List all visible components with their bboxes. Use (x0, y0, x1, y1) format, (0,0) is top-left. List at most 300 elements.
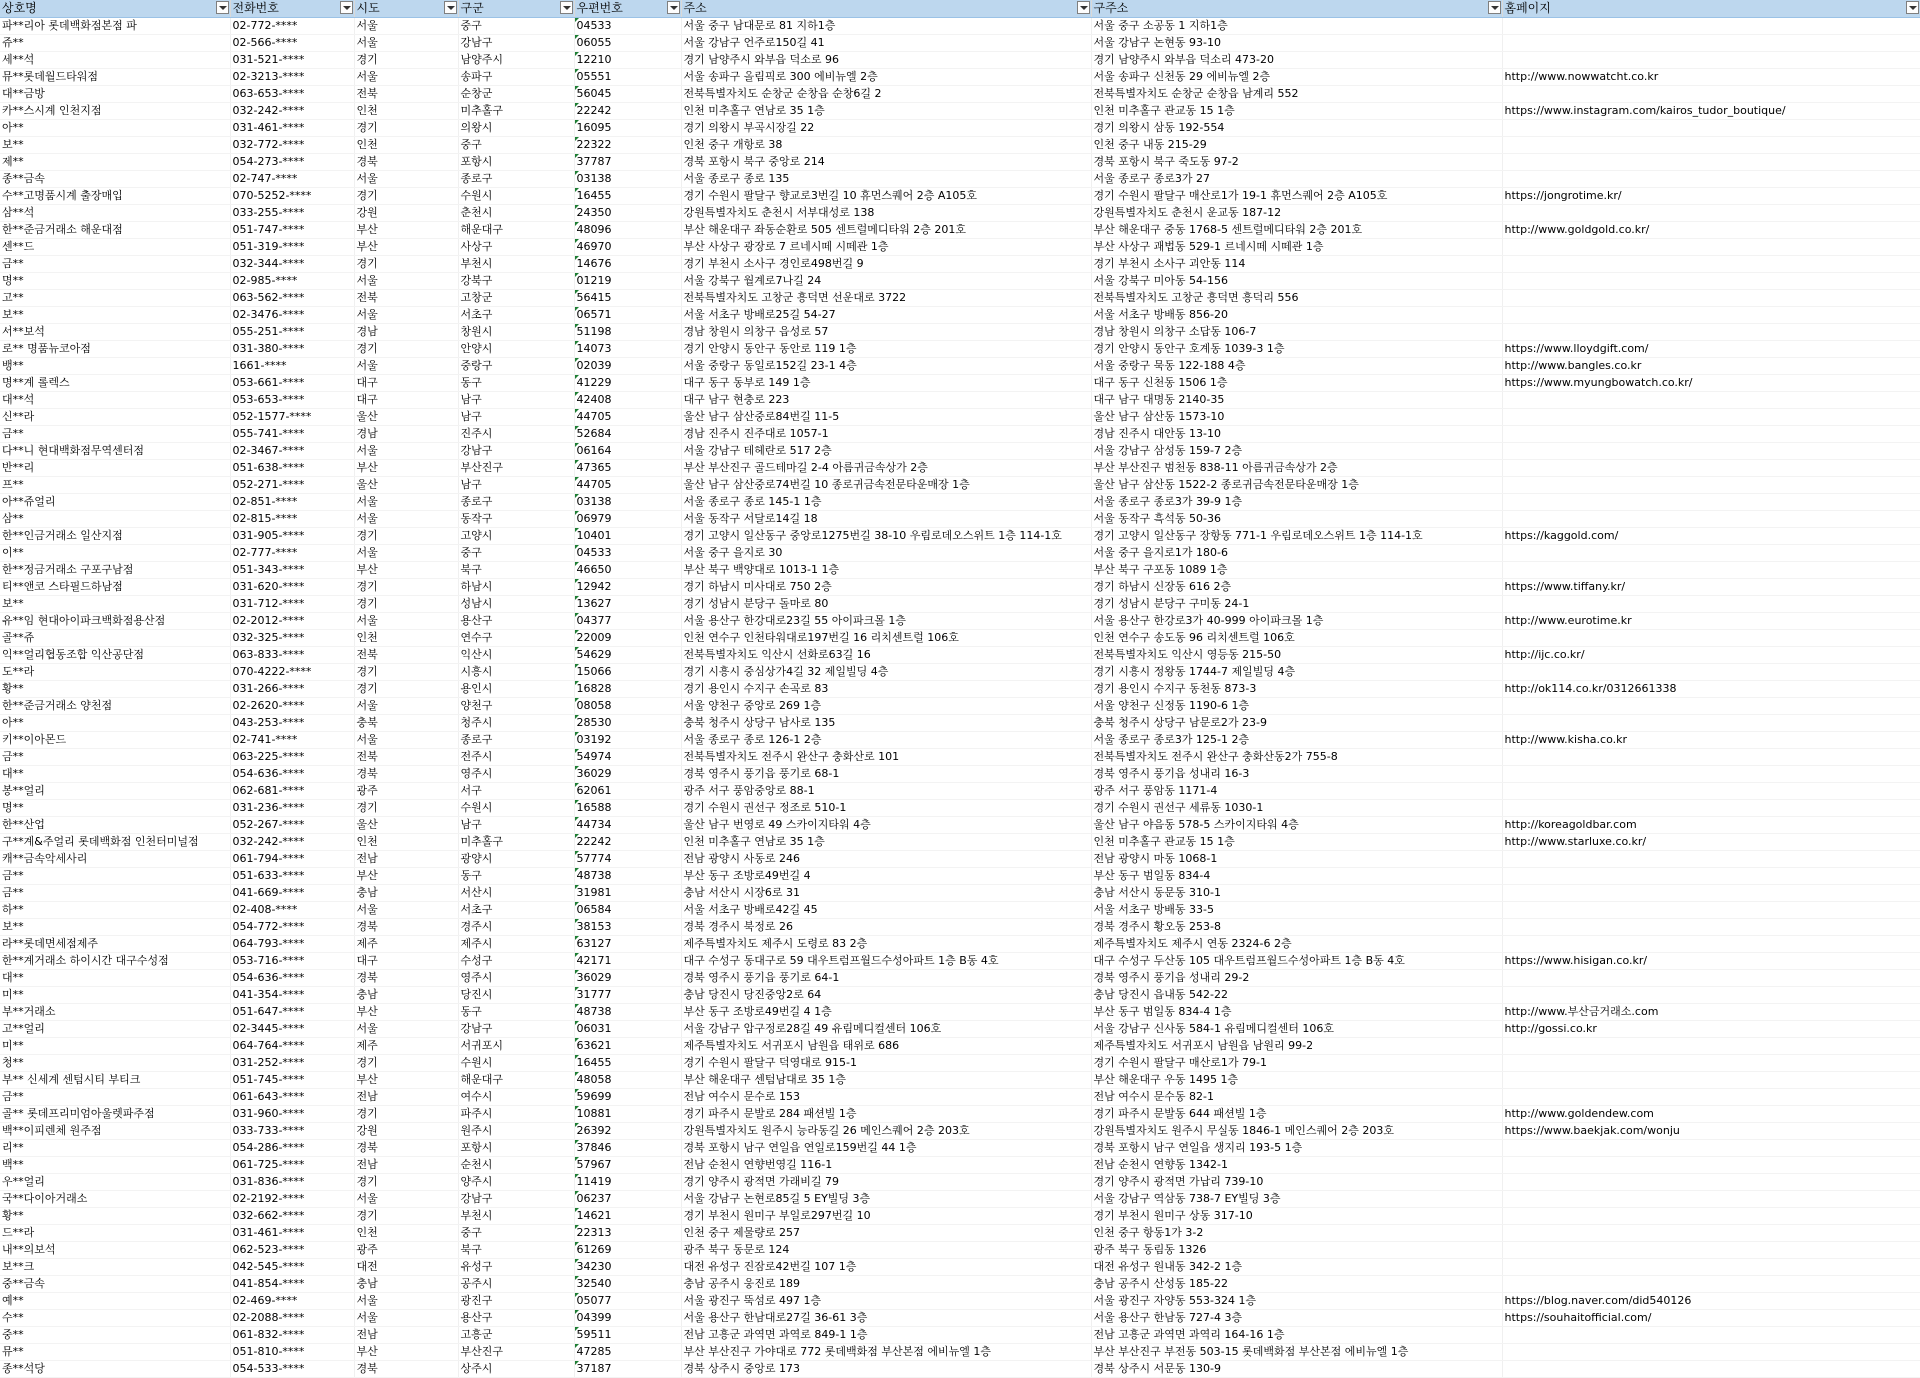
table-cell[interactable]: 05551 (574, 69, 681, 86)
table-cell[interactable]: 경남 창원시 의창구 읍성로 57 (681, 324, 1091, 341)
table-cell[interactable] (1502, 562, 1920, 579)
table-cell[interactable]: 미추홀구 (458, 834, 574, 851)
table-cell[interactable]: 황** (0, 1208, 230, 1225)
table-cell[interactable]: 당진시 (458, 987, 574, 1004)
table-cell[interactable]: 054-273-**** (230, 154, 354, 171)
table-cell[interactable]: 경기 수원시 팔달구 매산로1가 79-1 (1091, 1055, 1502, 1072)
table-cell[interactable]: 울산 남구 번영로 49 스카이지타워 4층 (681, 817, 1091, 834)
table-cell[interactable]: 24350 (574, 205, 681, 222)
table-cell[interactable]: 연수구 (458, 630, 574, 647)
table-cell[interactable]: 02-2012-**** (230, 613, 354, 630)
table-cell[interactable]: 제** (0, 154, 230, 171)
table-cell[interactable]: 02-851-**** (230, 494, 354, 511)
table-cell[interactable]: http://gossi.co.kr (1502, 1021, 1920, 1038)
table-cell[interactable]: 캐**금속악세사리 (0, 851, 230, 868)
table-cell[interactable]: 리** (0, 1140, 230, 1157)
table-cell[interactable]: 053-653-**** (230, 392, 354, 409)
table-cell[interactable]: 042-545-**** (230, 1259, 354, 1276)
table-cell[interactable]: 054-636-**** (230, 766, 354, 783)
table-cell[interactable]: 02-2088-**** (230, 1310, 354, 1327)
table-cell[interactable]: 경기 안양시 동안구 동안로 119 1층 (681, 341, 1091, 358)
table-cell[interactable]: 창원시 (458, 324, 574, 341)
table-cell[interactable]: 서울 (354, 171, 458, 188)
table-cell[interactable]: 52684 (574, 426, 681, 443)
table-cell[interactable]: 남구 (458, 409, 574, 426)
table-cell[interactable]: 경남 (354, 324, 458, 341)
table-cell[interactable]: 02-815-**** (230, 511, 354, 528)
table-cell[interactable] (1502, 443, 1920, 460)
table-cell[interactable]: 서울 중구 남대문로 81 지하1층 (681, 18, 1091, 35)
table-cell[interactable]: 032-325-**** (230, 630, 354, 647)
table-cell[interactable]: 한**인금거래소 일산지점 (0, 528, 230, 545)
table-cell[interactable]: 경기 고양시 일산동구 장항동 771-1 우림로데오스위트 1층 114-1호 (1091, 528, 1502, 545)
table-cell[interactable]: 서울 강남구 테헤란로 517 2층 (681, 443, 1091, 460)
table-cell[interactable]: 서울 광진구 자양동 553-324 1층 (1091, 1293, 1502, 1310)
table-cell[interactable]: 051-319-**** (230, 239, 354, 256)
table-cell[interactable]: 031-521-**** (230, 52, 354, 69)
table-cell[interactable]: 경기 (354, 528, 458, 545)
table-cell[interactable]: 광주 (354, 783, 458, 800)
table-cell[interactable]: 쥬** (0, 35, 230, 52)
table-cell[interactable]: 10401 (574, 528, 681, 545)
table-cell[interactable]: 대구 수성구 두산동 105 대우트럼프월드수성아파트 1층 B동 4호 (1091, 953, 1502, 970)
table-cell[interactable]: 중**금속 (0, 1276, 230, 1293)
table-cell[interactable] (1502, 1327, 1920, 1344)
table-cell[interactable]: 03192 (574, 732, 681, 749)
table-cell[interactable]: 해운대구 (458, 222, 574, 239)
table-cell[interactable]: 인천 중구 항동1가 3-2 (1091, 1225, 1502, 1242)
table-cell[interactable]: http://www.goldendew.com (1502, 1106, 1920, 1123)
table-cell[interactable]: 대구 (354, 953, 458, 970)
table-cell[interactable]: http://www.kisha.co.kr (1502, 732, 1920, 749)
table-cell[interactable] (1502, 715, 1920, 732)
table-cell[interactable]: 경기 시흥시 중심상가4길 32 제일빌딩 4층 (681, 664, 1091, 681)
table-cell[interactable]: 032-662-**** (230, 1208, 354, 1225)
table-cell[interactable]: http://www.nowwatcht.co.kr (1502, 69, 1920, 86)
table-cell[interactable]: 경기 (354, 120, 458, 137)
table-cell[interactable]: 센**드 (0, 239, 230, 256)
table-cell[interactable] (1502, 851, 1920, 868)
table-cell[interactable]: 인천 미추홀구 관교동 15 1층 (1091, 103, 1502, 120)
table-cell[interactable]: 종로구 (458, 494, 574, 511)
table-cell[interactable]: 부산 해운대구 우동 1495 1층 (1091, 1072, 1502, 1089)
table-cell[interactable]: 남구 (458, 392, 574, 409)
table-cell[interactable]: 서울 종로구 종로3가 27 (1091, 171, 1502, 188)
table-cell[interactable]: 강북구 (458, 273, 574, 290)
table-cell[interactable]: 제주특별자치도 제주시 도령로 83 2층 (681, 936, 1091, 953)
table-cell[interactable]: 서울 서초구 방배로25길 54-27 (681, 307, 1091, 324)
table-cell[interactable]: 인천 (354, 1225, 458, 1242)
table-cell[interactable] (1502, 256, 1920, 273)
table-cell[interactable]: 14676 (574, 256, 681, 273)
table-cell[interactable]: 드**라 (0, 1225, 230, 1242)
table-cell[interactable]: 충남 (354, 885, 458, 902)
table-cell[interactable]: 인천 연수구 인천타워대로197번길 16 리치센트럴 106호 (681, 630, 1091, 647)
table-cell[interactable]: 경기 (354, 1174, 458, 1191)
table-cell[interactable]: 골**쥬 (0, 630, 230, 647)
table-cell[interactable]: 전남 (354, 851, 458, 868)
table-cell[interactable]: 서울 (354, 69, 458, 86)
table-cell[interactable]: 전북특별자치도 순창군 순창읍 순창6길 2 (681, 86, 1091, 103)
table-cell[interactable]: 02-2620-**** (230, 698, 354, 715)
table-cell[interactable]: 부** 신세계 센텀시티 부티크 (0, 1072, 230, 1089)
table-cell[interactable]: 전북특별자치도 익산시 영등동 215-50 (1091, 647, 1502, 664)
table-cell[interactable] (1502, 307, 1920, 324)
table-cell[interactable]: 대** (0, 766, 230, 783)
table-cell[interactable] (1502, 392, 1920, 409)
table-cell[interactable] (1502, 664, 1920, 681)
table-cell[interactable]: 16455 (574, 188, 681, 205)
table-cell[interactable] (1502, 936, 1920, 953)
table-cell[interactable]: 동작구 (458, 511, 574, 528)
table-cell[interactable]: 031-266-**** (230, 681, 354, 698)
table-cell[interactable]: 서울 강남구 논현로85길 5 EY빌딩 3층 (681, 1191, 1091, 1208)
table-cell[interactable]: 충남 공주시 웅진로 189 (681, 1276, 1091, 1293)
table-cell[interactable]: 뮤**롯데월드타워점 (0, 69, 230, 86)
table-cell[interactable]: 용산구 (458, 1310, 574, 1327)
table-cell[interactable]: 경기 수원시 권선구 정조로 510-1 (681, 800, 1091, 817)
table-cell[interactable]: 22313 (574, 1225, 681, 1242)
table-cell[interactable]: 대구 동구 동부로 149 1층 (681, 375, 1091, 392)
table-cell[interactable]: 전남 광양시 사동로 246 (681, 851, 1091, 868)
table-cell[interactable]: 경기 고양시 일산동구 중앙로1275번길 38-10 우림로데오스위트 1층 114-1호 (681, 528, 1091, 545)
table-cell[interactable]: 금** (0, 256, 230, 273)
table-cell[interactable]: 063-653-**** (230, 86, 354, 103)
table-cell[interactable]: 우**얼리 (0, 1174, 230, 1191)
table-cell[interactable]: 061-725-**** (230, 1157, 354, 1174)
table-cell[interactable]: 부산 부산진구 부전동 503-15 롯데백화점 부산본점 에비뉴엘 1층 (1091, 1344, 1502, 1361)
table-cell[interactable]: 울산 (354, 817, 458, 834)
table-cell[interactable]: 48738 (574, 1004, 681, 1021)
table-cell[interactable]: 부산 해운대구 중동 1768-5 센트럴메디타워 2층 201호 (1091, 222, 1502, 239)
table-cell[interactable]: 경기 하남시 신장동 616 2층 (1091, 579, 1502, 596)
table-cell[interactable]: 서초구 (458, 902, 574, 919)
table-cell[interactable]: 041-354-**** (230, 987, 354, 1004)
table-cell[interactable]: 15066 (574, 664, 681, 681)
table-cell[interactable]: 전북 (354, 749, 458, 766)
table-cell[interactable] (1502, 205, 1920, 222)
table-cell[interactable]: 경기 안양시 동안구 호계동 1039-3 1층 (1091, 341, 1502, 358)
table-cell[interactable]: 서울 용산구 한강로3가 40-999 아이파크몰 1층 (1091, 613, 1502, 630)
filter-dropdown-icon[interactable] (216, 1, 229, 14)
table-cell[interactable]: 경기 수원시 팔달구 매산로1가 19-1 휴먼스퀘어 2층 A105호 (1091, 188, 1502, 205)
table-cell[interactable]: 031-620-**** (230, 579, 354, 596)
table-cell[interactable]: 충남 (354, 987, 458, 1004)
table-cell[interactable]: 서**보석 (0, 324, 230, 341)
table-cell[interactable]: 051-633-**** (230, 868, 354, 885)
table-cell[interactable]: 미** (0, 987, 230, 1004)
table-cell[interactable]: 대**석 (0, 392, 230, 409)
table-cell[interactable]: 05077 (574, 1293, 681, 1310)
table-cell[interactable]: 서울 강남구 압구정로28길 49 유림메디컬센터 106호 (681, 1021, 1091, 1038)
table-cell[interactable]: 서울 (354, 358, 458, 375)
table-cell[interactable]: 42171 (574, 953, 681, 970)
table-cell[interactable]: 서울 강남구 역삼동 738-7 EY빌딩 3층 (1091, 1191, 1502, 1208)
table-cell[interactable] (1502, 970, 1920, 987)
table-cell[interactable]: 전남 (354, 1327, 458, 1344)
table-cell[interactable]: 충북 청주시 상당구 남사로 135 (681, 715, 1091, 732)
table-cell[interactable] (1502, 902, 1920, 919)
table-cell[interactable]: 부산 동구 조방로49번길 4 (681, 868, 1091, 885)
filter-dropdown-icon[interactable] (1077, 1, 1090, 14)
table-cell[interactable]: 경북 (354, 1361, 458, 1378)
table-cell[interactable]: 서울 강남구 논현동 93-10 (1091, 35, 1502, 52)
table-cell[interactable]: 남구 (458, 477, 574, 494)
table-cell[interactable]: 053-661-**** (230, 375, 354, 392)
table-cell[interactable]: 052-271-**** (230, 477, 354, 494)
table-cell[interactable]: 062-523-**** (230, 1242, 354, 1259)
table-cell[interactable]: 봉**얼리 (0, 783, 230, 800)
table-cell[interactable]: https://www.tiffany.kr/ (1502, 579, 1920, 596)
table-cell[interactable]: 서울 서초구 방배로42길 45 (681, 902, 1091, 919)
table-cell[interactable]: 56415 (574, 290, 681, 307)
table-cell[interactable]: 원주시 (458, 1123, 574, 1140)
table-cell[interactable] (1502, 460, 1920, 477)
table-cell[interactable]: 070-4222-**** (230, 664, 354, 681)
table-cell[interactable]: 055-251-**** (230, 324, 354, 341)
table-cell[interactable]: 종로구 (458, 171, 574, 188)
table-cell[interactable]: 14073 (574, 341, 681, 358)
table-cell[interactable]: 37846 (574, 1140, 681, 1157)
column-header[interactable] (574, 0, 681, 18)
table-cell[interactable]: 22009 (574, 630, 681, 647)
column-header[interactable] (1502, 0, 1920, 18)
table-cell[interactable]: 31777 (574, 987, 681, 1004)
table-cell[interactable]: 보** (0, 596, 230, 613)
table-cell[interactable]: 대**금방 (0, 86, 230, 103)
table-cell[interactable] (1502, 987, 1920, 1004)
table-cell[interactable]: 061-832-**** (230, 1327, 354, 1344)
filter-dropdown-icon[interactable] (1488, 1, 1501, 14)
table-cell[interactable]: 경기 (354, 256, 458, 273)
table-cell[interactable]: 명**계 롤렉스 (0, 375, 230, 392)
table-cell[interactable]: 031-461-**** (230, 120, 354, 137)
table-cell[interactable]: 48096 (574, 222, 681, 239)
table-cell[interactable]: 서울 (354, 443, 458, 460)
table-cell[interactable]: 경북 (354, 766, 458, 783)
table-cell[interactable]: 경북 포항시 북구 중앙로 214 (681, 154, 1091, 171)
filter-dropdown-icon[interactable] (444, 1, 457, 14)
table-cell[interactable]: 중구 (458, 137, 574, 154)
table-cell[interactable]: 대구 동구 신천동 1506 1층 (1091, 375, 1502, 392)
table-cell[interactable]: 경기 남양주시 와부읍 덕소리 473-20 (1091, 52, 1502, 69)
table-cell[interactable]: 부산 북구 구포동 1089 1층 (1091, 562, 1502, 579)
table-cell[interactable]: 02-566-**** (230, 35, 354, 52)
table-cell[interactable]: 경북 영주시 풍기읍 성내리 16-3 (1091, 766, 1502, 783)
table-cell[interactable]: 04533 (574, 545, 681, 562)
table-cell[interactable]: 충남 서산시 시장6로 31 (681, 885, 1091, 902)
table-cell[interactable]: 제주특별자치도 제주시 연동 2324-6 2층 (1091, 936, 1502, 953)
table-cell[interactable]: 서울 종로구 종로 135 (681, 171, 1091, 188)
table-cell[interactable]: 043-253-**** (230, 715, 354, 732)
table-cell[interactable]: 뮤** (0, 1344, 230, 1361)
table-cell[interactable]: 경기 부천시 원미구 상동 317-10 (1091, 1208, 1502, 1225)
table-cell[interactable]: 시흥시 (458, 664, 574, 681)
table-cell[interactable]: 경북 영주시 풍기읍 풍기로 64-1 (681, 970, 1091, 987)
table-cell[interactable]: 01219 (574, 273, 681, 290)
table-cell[interactable]: 서산시 (458, 885, 574, 902)
table-cell[interactable]: 대** (0, 970, 230, 987)
table-cell[interactable]: 서울 강북구 월계로7나길 24 (681, 273, 1091, 290)
table-cell[interactable]: 춘천시 (458, 205, 574, 222)
table-cell[interactable]: 강남구 (458, 1021, 574, 1038)
table-cell[interactable]: 중구 (458, 545, 574, 562)
table-cell[interactable] (1502, 1157, 1920, 1174)
table-cell[interactable]: 중구 (458, 18, 574, 35)
table-cell[interactable]: 전남 고흥군 과역면 과역리 164-16 1층 (1091, 1327, 1502, 1344)
table-cell[interactable]: 서울 (354, 1293, 458, 1310)
table-cell[interactable]: 02-777-**** (230, 545, 354, 562)
table-cell[interactable]: 02-408-**** (230, 902, 354, 919)
table-cell[interactable]: 03138 (574, 171, 681, 188)
table-cell[interactable]: 미** (0, 1038, 230, 1055)
table-cell[interactable]: 부산 (354, 460, 458, 477)
table-cell[interactable]: 42408 (574, 392, 681, 409)
table-cell[interactable]: 강남구 (458, 443, 574, 460)
table-cell[interactable] (1502, 919, 1920, 936)
table-cell[interactable]: 한**준금거래소 해운대점 (0, 222, 230, 239)
table-cell[interactable]: 서울 (354, 307, 458, 324)
table-cell[interactable]: 경북 경주시 북정로 26 (681, 919, 1091, 936)
table-cell[interactable]: 서울 강남구 삼성동 159-7 2층 (1091, 443, 1502, 460)
table-cell[interactable] (1502, 1242, 1920, 1259)
table-cell[interactable]: 47285 (574, 1344, 681, 1361)
table-cell[interactable]: 전북 (354, 647, 458, 664)
table-cell[interactable]: 고** (0, 290, 230, 307)
table-cell[interactable]: 파**리아 롯데백화점본점 파 (0, 18, 230, 35)
table-cell[interactable]: 경북 (354, 970, 458, 987)
table-cell[interactable]: 강원 (354, 1123, 458, 1140)
filter-dropdown-icon[interactable] (1906, 1, 1919, 14)
table-cell[interactable]: 도**라 (0, 664, 230, 681)
table-cell[interactable]: https://www.myungbowatch.co.kr/ (1502, 375, 1920, 392)
table-cell[interactable]: 반**리 (0, 460, 230, 477)
table-cell[interactable]: 63621 (574, 1038, 681, 1055)
table-cell[interactable]: 경기 수원시 팔달구 향교로3번길 10 휴먼스퀘어 2층 A105호 (681, 188, 1091, 205)
table-cell[interactable]: 06031 (574, 1021, 681, 1038)
table-cell[interactable]: 고**얼리 (0, 1021, 230, 1038)
table-cell[interactable]: 충북 (354, 715, 458, 732)
table-cell[interactable]: 내**의보석 (0, 1242, 230, 1259)
table-cell[interactable]: 부산 부산진구 골드테마길 2-4 아름귀금속상가 2층 (681, 460, 1091, 477)
table-cell[interactable]: 경기 수원시 권선구 세류동 1030-1 (1091, 800, 1502, 817)
table-cell[interactable]: 44705 (574, 409, 681, 426)
table-cell[interactable]: 경기 의왕시 부곡시장길 22 (681, 120, 1091, 137)
table-cell[interactable]: 63127 (574, 936, 681, 953)
table-cell[interactable]: 44705 (574, 477, 681, 494)
table-cell[interactable] (1502, 1259, 1920, 1276)
table-cell[interactable]: 보** (0, 307, 230, 324)
table-cell[interactable]: 서울 용산구 한남동 727-4 3층 (1091, 1310, 1502, 1327)
table-cell[interactable]: 031-905-**** (230, 528, 354, 545)
table-cell[interactable]: 한**정금거래소 구포구남점 (0, 562, 230, 579)
table-cell[interactable]: 부산 사상구 광장로 7 르네시떼 시떼관 1층 (681, 239, 1091, 256)
filter-dropdown-icon[interactable] (340, 1, 353, 14)
table-cell[interactable]: 성남시 (458, 596, 574, 613)
table-cell[interactable]: 경기 (354, 1106, 458, 1123)
table-cell[interactable]: 02-741-**** (230, 732, 354, 749)
table-cell[interactable]: 울산 남구 야음동 578-5 스카이지타워 4층 (1091, 817, 1502, 834)
table-cell[interactable]: 아**쥬얼리 (0, 494, 230, 511)
table-cell[interactable]: 충남 당진시 읍내동 542-22 (1091, 987, 1502, 1004)
table-cell[interactable]: 서울 강남구 신사동 584-1 유림메디컬센터 106호 (1091, 1021, 1502, 1038)
table-cell[interactable]: 61269 (574, 1242, 681, 1259)
table-cell[interactable]: 06584 (574, 902, 681, 919)
filter-dropdown-icon[interactable] (560, 1, 573, 14)
table-cell[interactable]: 서울 (354, 545, 458, 562)
table-cell[interactable]: 051-638-**** (230, 460, 354, 477)
table-cell[interactable]: 052-1577-**** (230, 409, 354, 426)
table-cell[interactable] (1502, 1276, 1920, 1293)
table-cell[interactable]: 51198 (574, 324, 681, 341)
table-cell[interactable]: http://www.goldgold.co.kr/ (1502, 222, 1920, 239)
table-cell[interactable]: 경기 (354, 800, 458, 817)
table-cell[interactable]: 북구 (458, 562, 574, 579)
table-cell[interactable]: 16095 (574, 120, 681, 137)
table-cell[interactable]: 03138 (574, 494, 681, 511)
table-cell[interactable]: 동구 (458, 868, 574, 885)
table-cell[interactable]: 인천 (354, 834, 458, 851)
table-cell[interactable]: 서울 (354, 273, 458, 290)
table-cell[interactable] (1502, 749, 1920, 766)
table-cell[interactable]: http://koreagoldbar.com (1502, 817, 1920, 834)
table-cell[interactable]: 서울 강남구 언주로150길 41 (681, 35, 1091, 52)
table-cell[interactable] (1502, 52, 1920, 69)
table-cell[interactable]: http://www.bangles.co.kr (1502, 358, 1920, 375)
table-cell[interactable]: 경기 하남시 미사대로 750 2층 (681, 579, 1091, 596)
table-cell[interactable]: 파주시 (458, 1106, 574, 1123)
table-cell[interactable]: 전북특별자치도 고창군 흥덕면 선운대로 3722 (681, 290, 1091, 307)
table-cell[interactable]: 하남시 (458, 579, 574, 596)
table-cell[interactable]: 익산시 (458, 647, 574, 664)
table-cell[interactable]: 금** (0, 868, 230, 885)
table-cell[interactable]: https://www.baekjak.com/wonju (1502, 1123, 1920, 1140)
table-cell[interactable]: 종로구 (458, 732, 574, 749)
table-cell[interactable]: 강원특별자치도 원주시 무실동 1846-1 메인스퀘어 2층 203호 (1091, 1123, 1502, 1140)
table-cell[interactable]: 대구 (354, 392, 458, 409)
table-cell[interactable]: 경기 양주시 광적면 가래비길 79 (681, 1174, 1091, 1191)
table-cell[interactable]: 31981 (574, 885, 681, 902)
table-cell[interactable]: 경기 (354, 341, 458, 358)
table-cell[interactable]: 부산 부산진구 가야대로 772 롯데백화점 부산본점 에비뉴엘 1층 (681, 1344, 1091, 1361)
table-cell[interactable]: 수원시 (458, 1055, 574, 1072)
table-cell[interactable]: 진주시 (458, 426, 574, 443)
table-cell[interactable]: 02-747-**** (230, 171, 354, 188)
table-cell[interactable]: 47365 (574, 460, 681, 477)
table-cell[interactable]: 영주시 (458, 766, 574, 783)
table-cell[interactable] (1502, 137, 1920, 154)
table-cell[interactable]: 전남 (354, 1089, 458, 1106)
table-cell[interactable]: 031-252-**** (230, 1055, 354, 1072)
table-cell[interactable]: 57967 (574, 1157, 681, 1174)
table-cell[interactable]: 서울 동작구 서달로14길 18 (681, 511, 1091, 528)
table-cell[interactable] (1502, 698, 1920, 715)
table-cell[interactable]: 청** (0, 1055, 230, 1072)
table-cell[interactable]: 인천 (354, 137, 458, 154)
table-cell[interactable]: 골** 롯데프리미엄아울렛파주점 (0, 1106, 230, 1123)
table-cell[interactable]: 서울 (354, 1191, 458, 1208)
table-cell[interactable]: 064-793-**** (230, 936, 354, 953)
table-cell[interactable] (1502, 766, 1920, 783)
table-cell[interactable]: 서울 (354, 902, 458, 919)
table-cell[interactable]: 04533 (574, 18, 681, 35)
table-cell[interactable]: 울산 (354, 477, 458, 494)
table-cell[interactable]: 053-716-**** (230, 953, 354, 970)
table-cell[interactable]: 031-461-**** (230, 1225, 354, 1242)
table-cell[interactable]: 울산 (354, 409, 458, 426)
table-cell[interactable]: 수성구 (458, 953, 574, 970)
table-cell[interactable]: 부산 (354, 868, 458, 885)
